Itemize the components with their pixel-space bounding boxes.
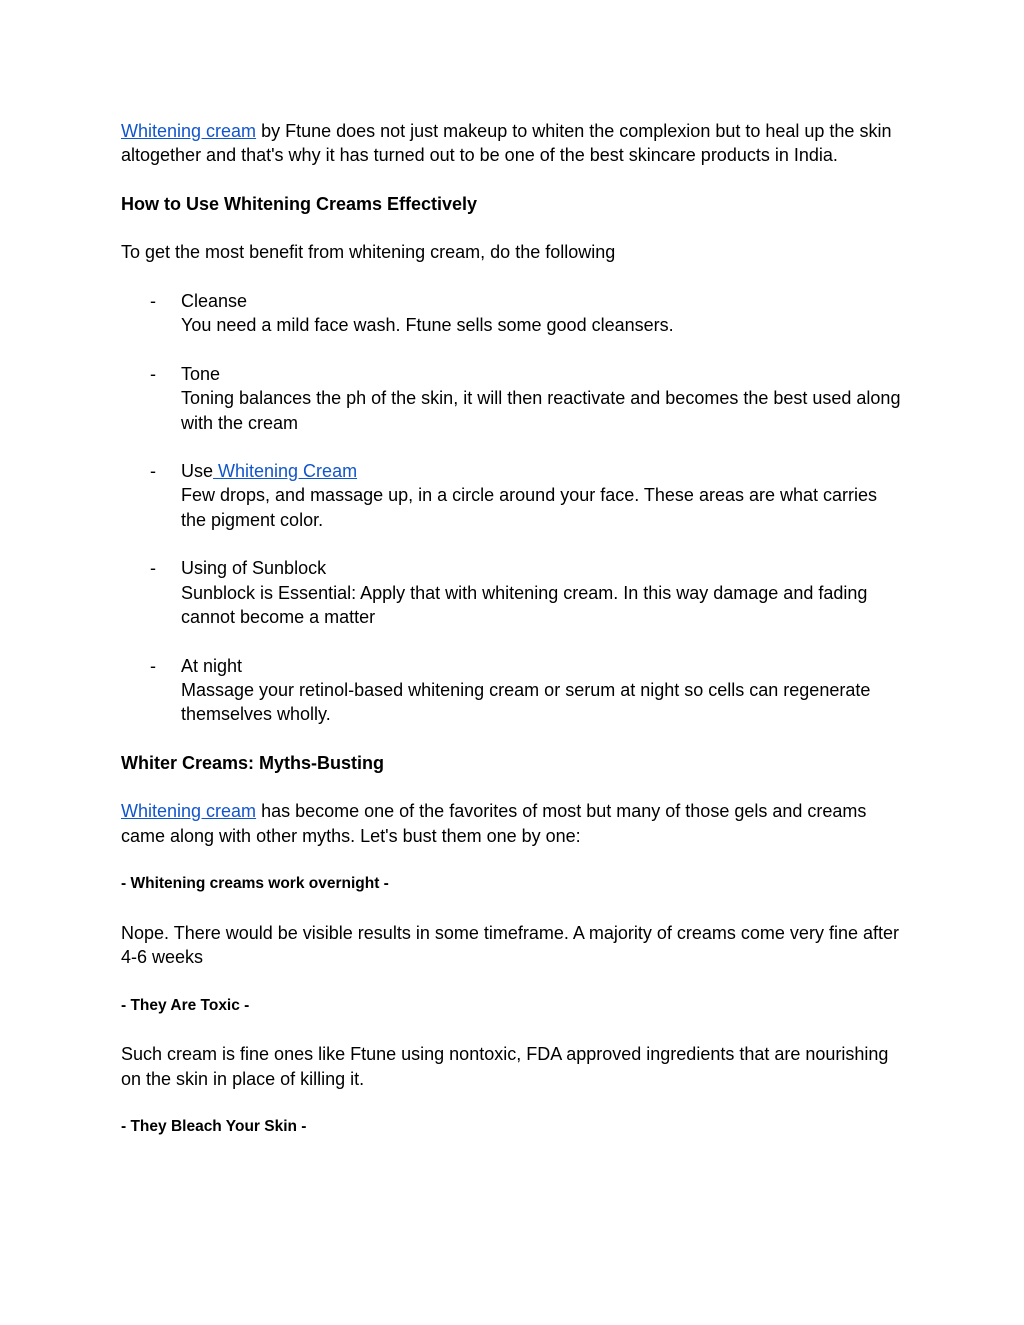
intro-paragraph bbox=[121, 119, 901, 168]
document-page bbox=[121, 119, 901, 1139]
whitening-cream-link[interactable]: Whitening Cream bbox=[213, 461, 358, 482]
list-item-night bbox=[121, 654, 901, 727]
list-item-sunblock bbox=[121, 556, 901, 629]
list-item-title: Using of Sunblock bbox=[181, 558, 327, 579]
list-item-tone bbox=[121, 362, 901, 435]
list-item-title-text: Use bbox=[181, 461, 214, 482]
section-heading-how-to-use: How to Use Whitening Creams Effectively bbox=[121, 193, 478, 214]
section-lead: To get the most benefit from whitening cream, do the following bbox=[121, 242, 616, 263]
list-item-body: You need a mild face wash. Ftune sells some good cleansers. bbox=[181, 315, 674, 336]
myth-body: Nope. There would be visible results in some timeframe. A majority of creams come very fine after 4-6 weeks bbox=[121, 922, 899, 968]
list-bullet: - bbox=[150, 461, 156, 482]
list-item-body: Sunblock is Essential: Apply that with whitening cream. In this way damage and fading cannot become a matter bbox=[181, 582, 868, 627]
list-item-body: Few drops, and massage up, in a circle around your face. These areas are what carries the pigment color. bbox=[181, 485, 878, 530]
whitening-cream-link[interactable]: Whitening cream bbox=[121, 801, 257, 822]
intro-text: by Ftune does not just makeup to whiten the complexion but to heal up the skin altogether and that's why it has turned out to be one of the best skincare products in India. bbox=[121, 121, 892, 166]
list-bullet: - bbox=[150, 655, 156, 676]
list-bullet: - bbox=[150, 363, 156, 384]
list-item-use bbox=[121, 459, 901, 532]
list-item-title bbox=[181, 459, 901, 483]
whitening-cream-link[interactable]: Whitening cream bbox=[121, 121, 257, 141]
list-item-cleanse bbox=[121, 289, 901, 338]
myths-intro-text: has become one of the favorites of most but many of those gels and creams came along with other myths. Let's bust them one by one: bbox=[121, 801, 867, 846]
list-item-title: At night bbox=[181, 655, 243, 676]
list-bullet: - bbox=[150, 291, 156, 312]
myth-title: - They Bleach Your Skin - bbox=[121, 1118, 307, 1136]
myth-title: - Whitening creams work overnight - bbox=[121, 875, 389, 893]
list-bullet: - bbox=[150, 558, 156, 579]
steps-list bbox=[121, 289, 901, 726]
list-item-body: Toning balances the ph of the skin, it will then reactivate and becomes the best used along with the cream bbox=[181, 388, 901, 433]
list-item-body: Massage your retinol-based whitening cream or serum at night so cells can regenerate themselves wholly. bbox=[181, 679, 871, 725]
list-item-title: Cleanse bbox=[181, 291, 248, 312]
section-heading-myths: Whiter Creams: Myths-Busting bbox=[121, 752, 385, 773]
myths-intro-paragraph bbox=[121, 799, 901, 848]
list-item-title: Tone bbox=[181, 363, 221, 384]
myth-title: - They Are Toxic - bbox=[121, 996, 250, 1014]
myth-body: Such cream is fine ones like Ftune using nontoxic, FDA approved ingredients that are nourishing on the skin in place of killing it. bbox=[121, 1044, 889, 1089]
